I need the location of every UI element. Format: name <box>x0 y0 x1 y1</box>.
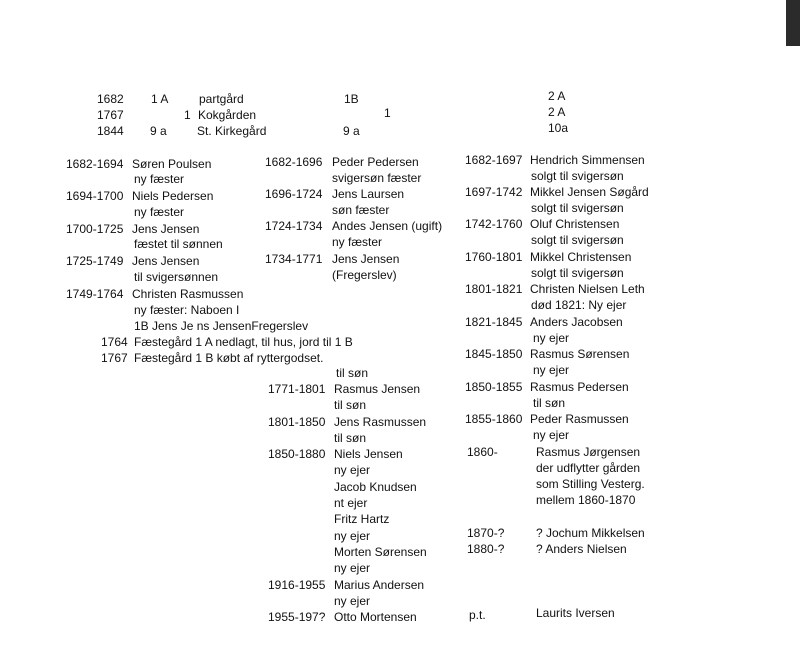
entry-years: 1700-1725 <box>66 222 124 236</box>
entry-years: 1801-1850 <box>268 415 326 429</box>
header-year: 1682 <box>97 92 124 106</box>
entry-years: 1916-1955 <box>268 578 326 592</box>
event-text: Fæstegård 1 A nedlagt, til hus, jord til 1 B <box>134 335 353 349</box>
entry-name: Mikkel Christensen <box>530 250 632 264</box>
entry-years: 1850-1855 <box>465 380 523 394</box>
entry-note: der udflytter gården <box>536 461 641 475</box>
entry-name: Mikkel Jensen Søgård <box>530 185 649 199</box>
entry-note-continued: 1B Jens Je ns JensenFregerslev <box>134 319 309 333</box>
entry-name: ? Anders Nielsen <box>536 542 627 556</box>
entry-note: solgt til svigersøn <box>531 169 624 183</box>
entry-note: solgt til svigersøn <box>531 233 624 247</box>
entry-note: til søn <box>334 398 367 412</box>
entry-years: 1860- <box>467 445 498 459</box>
entry-name: Peder Pedersen <box>332 155 419 169</box>
entry-name: Jens Jensen <box>332 252 400 266</box>
entry-name: Jens Jensen <box>132 254 200 268</box>
entry-note: ny ejer <box>533 363 570 377</box>
entry-note: søn fæster <box>332 203 390 217</box>
header-col-c: 2 A <box>548 89 566 103</box>
entry-name: Søren Poulsen <box>132 157 212 171</box>
entry-years: 1749-1764 <box>66 287 124 301</box>
header-col-c: 2 A <box>548 105 566 119</box>
entry-note: ny ejer <box>334 529 371 543</box>
entry-name: Jens Rasmussen <box>334 415 427 429</box>
entry-years: 1725-1749 <box>66 254 124 268</box>
entry-note: nt ejer <box>334 496 368 510</box>
header-matr: 9 a <box>150 124 167 138</box>
entry-note: mellem 1860-1870 <box>536 493 636 507</box>
entry-years: 1724-1734 <box>265 219 323 233</box>
entry-note: til søn <box>533 396 566 410</box>
entry-note: død 1821: Ny ejer <box>531 298 627 312</box>
entry-years: 1742-1760 <box>465 217 523 231</box>
header-farm-name: partgård <box>199 92 244 106</box>
entry-years: 1694-1700 <box>66 189 124 203</box>
entry-note: ny ejer <box>533 428 570 442</box>
entry-name: Niels Pedersen <box>132 189 214 203</box>
entry-years: 1880-? <box>467 542 505 556</box>
entry-years: 1855-1860 <box>465 412 523 426</box>
header-col-c: 10a <box>548 121 569 135</box>
entry-years: 1696-1724 <box>265 187 323 201</box>
header-year: 1767 <box>97 108 124 122</box>
entry-note: ny ejer <box>533 331 570 345</box>
entry-note: ny fæster <box>134 172 185 186</box>
entry-name: Christen Nielsen Leth <box>530 282 645 296</box>
entry-note: solgt til svigersøn <box>531 266 624 280</box>
header-col-b: 1 <box>384 106 391 120</box>
entry-years: 1801-1821 <box>465 282 523 296</box>
event-text: Fæstegård 1 B købt af ryttergodset. <box>134 351 324 365</box>
entry-name: Rasmus Pedersen <box>530 380 629 394</box>
entry-name: Christen Rasmussen <box>132 287 244 301</box>
entry-name: Anders Jacobsen <box>530 315 623 329</box>
entry-years: 1682-1696 <box>265 155 323 169</box>
entry-years: 1955-197? <box>268 610 326 624</box>
entry-name: Andes Jensen (ugift) <box>332 219 443 233</box>
header-farm-name: St. Kirkegård <box>197 124 267 138</box>
entry-note: til søn <box>334 431 367 445</box>
header-farm-name: Kokgården <box>198 108 257 122</box>
entry-name: Rasmus Jensen <box>334 382 421 396</box>
entry-name: Peder Rasmussen <box>530 412 629 426</box>
entry-name: Morten Sørensen <box>334 545 427 559</box>
entry-note: ny ejer <box>334 594 371 608</box>
entry-note: ny fæster <box>134 205 185 219</box>
entry-name: Jens Jensen <box>132 222 200 236</box>
entry-name: Oluf Christensen <box>530 217 620 231</box>
entry-note: til svigersønnen <box>134 270 219 284</box>
entry-note: ny ejer <box>334 561 371 575</box>
header-year: 1844 <box>97 124 124 138</box>
entry-name: Jacob Knudsen <box>334 480 417 494</box>
entry-years: 1697-1742 <box>465 185 523 199</box>
entry-name: Hendrich Simmensen <box>530 153 645 167</box>
entry-name: Laurits Iversen <box>536 606 615 620</box>
entry-note: til søn <box>336 366 369 380</box>
entry-years: 1821-1845 <box>465 315 523 329</box>
entry-years: p.t. <box>469 608 486 622</box>
entry-name: ? Jochum Mikkelsen <box>536 526 645 540</box>
entry-years: 1682-1697 <box>465 153 523 167</box>
entry-note: solgt til svigersøn <box>531 201 624 215</box>
entry-years: 1870-? <box>467 526 505 540</box>
entry-years: 1771-1801 <box>268 382 326 396</box>
entry-note: som Stilling Vesterg. <box>536 477 645 491</box>
entry-years: 1760-1801 <box>465 250 523 264</box>
entry-years: 1682-1694 <box>66 157 124 171</box>
entry-years: 1734-1771 <box>265 252 323 266</box>
entry-name: Fritz Hartz <box>334 512 390 526</box>
event-year: 1764 <box>101 335 128 349</box>
header-matr: 1 A <box>151 92 169 106</box>
event-year: 1767 <box>101 351 128 365</box>
entry-note: ny fæster <box>332 235 383 249</box>
entry-name: Jens Laursen <box>332 187 405 201</box>
entry-name: Rasmus Jørgensen <box>536 445 641 459</box>
entry-note: svigersøn fæster <box>332 171 422 185</box>
entry-note: (Fregerslev) <box>332 268 397 282</box>
entry-name: Otto Mortensen <box>334 610 417 624</box>
entry-name: Niels Jensen <box>334 447 403 461</box>
entry-note: ny ejer <box>334 463 371 477</box>
entry-name: Marius Andersen <box>334 578 425 592</box>
entry-years: 1845-1850 <box>465 347 523 361</box>
header-col-b: 1B <box>344 92 359 106</box>
entry-note: fæstet til sønnen <box>134 237 223 251</box>
entry-name: Rasmus Sørensen <box>530 347 630 361</box>
entry-note: ny fæster: Naboen I <box>134 303 240 317</box>
header-matr: 1 <box>184 108 191 122</box>
entry-years: 1850-1880 <box>268 447 326 461</box>
header-col-b: 9 a <box>343 124 360 138</box>
